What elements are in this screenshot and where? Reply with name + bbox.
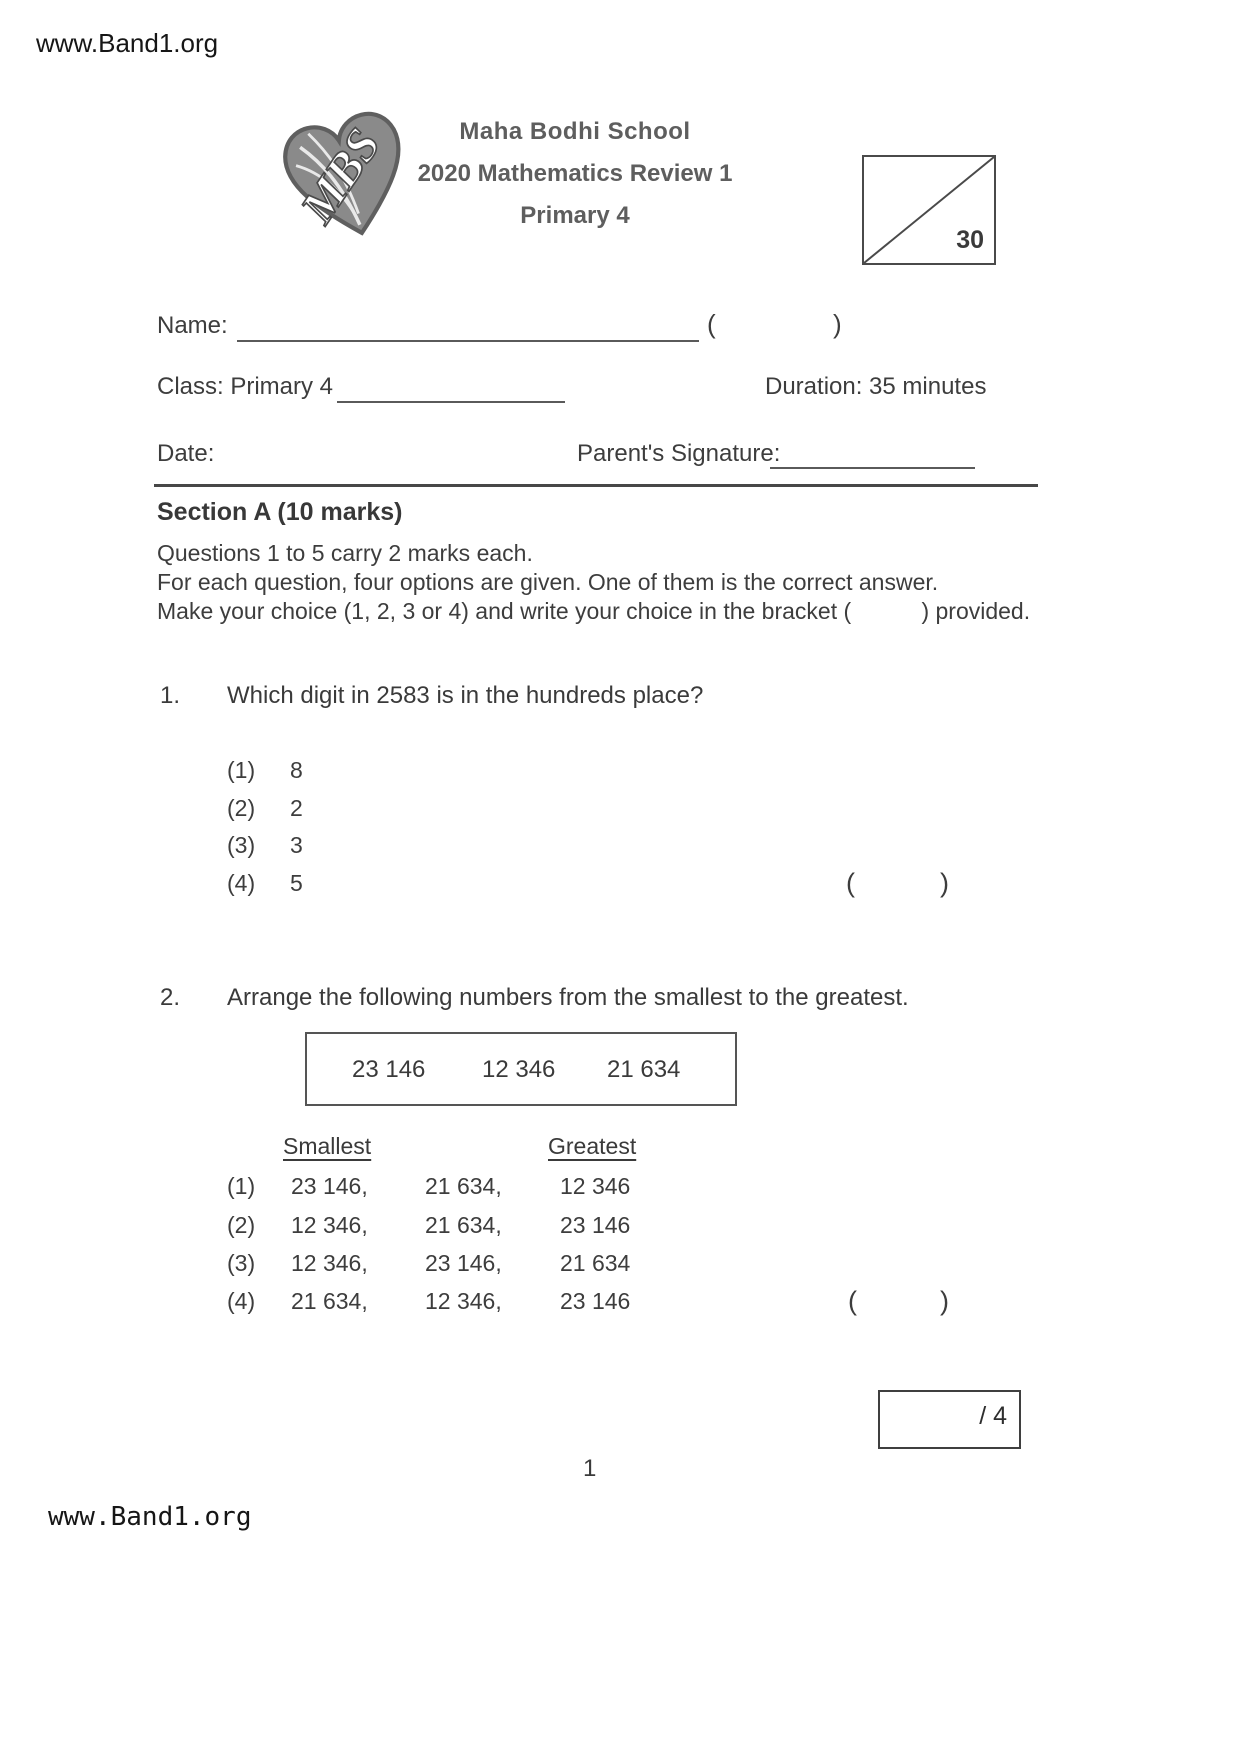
total-score-value: 30 (956, 226, 984, 254)
section-a-title: Section A (10 marks) (157, 498, 403, 526)
total-score-box (862, 155, 996, 265)
q2-box-number-2: 12 346 (482, 1056, 556, 1083)
q2-option-1-num: (1) (227, 1173, 256, 1199)
q2-answer-paren-open: ( (848, 1286, 857, 1316)
parent-signature-label: Parent's Signature: (577, 440, 781, 467)
q2-numbers-box (305, 1032, 737, 1106)
watermark-top: www.Band1.org (36, 28, 219, 58)
q2-option-3-col1: 12 346, (291, 1250, 368, 1276)
q1-option-1-val: 8 (290, 757, 303, 783)
q2-option-3-col3: 21 634 (560, 1250, 631, 1276)
page-score-box (878, 1390, 1021, 1449)
q1-option-4-num: (4) (227, 870, 256, 896)
class-underline (337, 401, 565, 403)
q2-box-number-1: 23 146 (352, 1056, 426, 1083)
q2-option-4-col3: 23 146 (560, 1288, 631, 1314)
q2-option-4-num: (4) (227, 1288, 256, 1314)
name-label: Name: (157, 312, 228, 339)
instruction-line-1: Questions 1 to 5 carry 2 marks each. (157, 540, 533, 566)
q2-option-4-col2: 12 346, (425, 1288, 502, 1314)
duration-label: Duration: 35 minutes (765, 373, 987, 400)
q1-option-2-val: 2 (290, 795, 303, 821)
exam-title: 2020 Mathematics Review 1 (417, 160, 733, 187)
parent-signature-underline (770, 467, 975, 469)
q2-text: Arrange the following numbers from the smallest to the greatest. (227, 984, 909, 1011)
logo-text: MBS (291, 119, 391, 233)
q2-number: 2. (160, 984, 181, 1011)
q1-option-2-num: (2) (227, 795, 256, 821)
q2-option-1-col2: 21 634, (425, 1173, 502, 1199)
q2-option-3-col2: 23 146, (425, 1250, 502, 1276)
class-label: Class: Primary 4 (157, 373, 334, 400)
page-number: 1 (583, 1455, 597, 1482)
q1-option-3-num: (3) (227, 832, 256, 858)
q1-option-4-val: 5 (290, 870, 303, 896)
q2-option-1-col3: 12 346 (560, 1173, 631, 1199)
q1-number: 1. (160, 682, 181, 709)
name-paren-open: ( (707, 309, 716, 339)
name-underline (237, 340, 699, 342)
q2-option-3-num: (3) (227, 1250, 256, 1276)
q2-option-2-num: (2) (227, 1212, 256, 1238)
q1-option-3-val: 3 (290, 832, 303, 858)
q2-option-1-col1: 23 146, (291, 1173, 368, 1199)
exam-header (395, 118, 755, 230)
name-paren-close: ) (833, 309, 842, 339)
q2-box-number-3: 21 634 (607, 1056, 681, 1083)
instruction-line-2: For each question, four options are given. One of them is the correct answer. (157, 569, 939, 595)
q1-answer-paren-close: ) (940, 868, 949, 898)
q2-answer-paren-close: ) (940, 1286, 949, 1316)
q2-smallest-header: Smallest (283, 1133, 372, 1159)
section-divider (154, 484, 1038, 487)
q2-option-4-col1: 21 634, (291, 1288, 368, 1314)
exam-level: Primary 4 (520, 202, 630, 229)
watermark-bottom: www.Band1.org (48, 1502, 252, 1532)
page-score-label: / 4 (979, 1402, 1007, 1430)
date-label: Date: (157, 440, 215, 467)
q1-text: Which digit in 2583 is in the hundreds place? (227, 682, 704, 709)
instruction-line-3: Make your choice (1, 2, 3 or 4) and write your choice in the bracket ( ) provided. (157, 598, 1031, 624)
q2-option-2-col3: 23 146 (560, 1212, 631, 1238)
q2-option-2-col1: 12 346, (291, 1212, 368, 1238)
q2-greatest-header: Greatest (548, 1133, 637, 1159)
q1-option-1-num: (1) (227, 757, 256, 783)
school-name: Maha Bodhi School (459, 118, 691, 145)
q1-answer-paren-open: ( (846, 868, 855, 898)
q2-option-2-col2: 21 634, (425, 1212, 502, 1238)
